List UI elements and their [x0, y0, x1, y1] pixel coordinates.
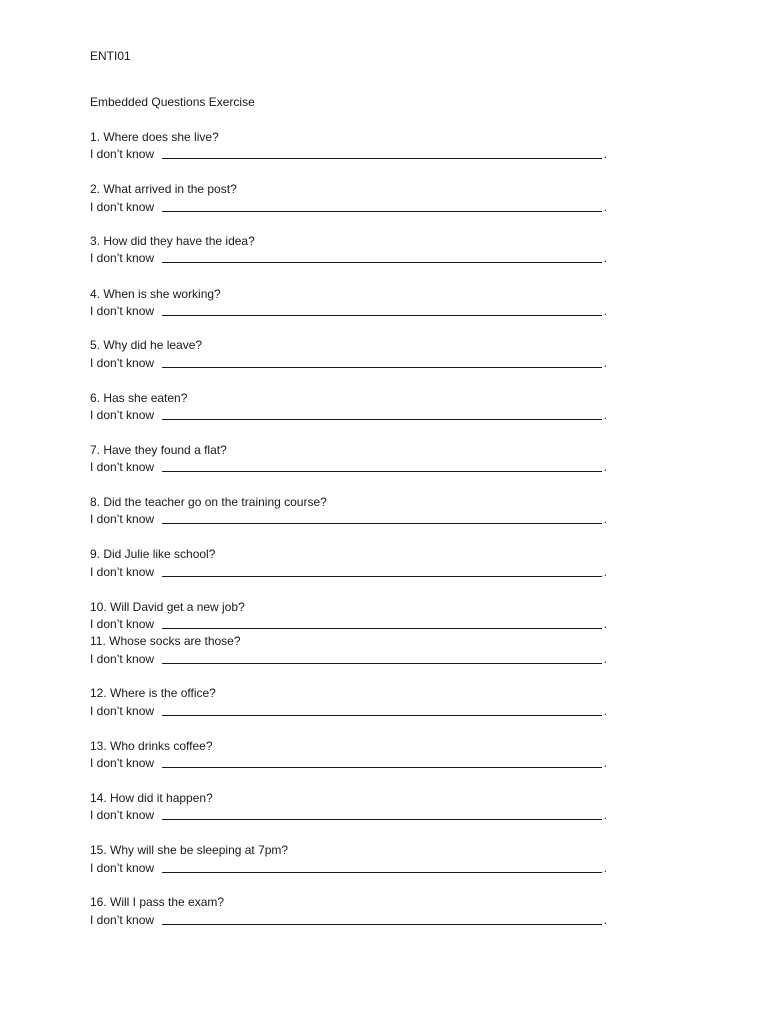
answer-blank[interactable]	[162, 315, 602, 316]
answer-row	[90, 251, 610, 265]
answer-row	[90, 460, 610, 474]
answer-prefix: I don’t know	[90, 565, 155, 579]
answer-blank[interactable]	[162, 471, 602, 472]
answer-prefix: I don’t know	[90, 147, 155, 161]
question-text: 11. Whose socks are those?	[90, 634, 241, 648]
answer-row	[90, 512, 610, 526]
answer-period: .	[603, 913, 607, 927]
answer-prefix: I don’t know	[90, 356, 155, 370]
answer-row	[90, 652, 610, 666]
answer-period: .	[603, 460, 607, 474]
answer-blank[interactable]	[162, 158, 602, 159]
question-text: 8. Did the teacher go on the training course?	[90, 495, 327, 509]
question-text: 12. Where is the office?	[90, 686, 216, 700]
answer-blank[interactable]	[162, 819, 602, 820]
question-text: 2. What arrived in the post?	[90, 182, 237, 196]
answer-period: .	[603, 704, 607, 718]
question-text: 3. How did they have the idea?	[90, 234, 255, 248]
question-text: 6. Has she eaten?	[90, 391, 188, 405]
question-text: 9. Did Julie like school?	[90, 547, 216, 561]
page-title: Embedded Questions Exercise	[90, 95, 255, 109]
answer-blank[interactable]	[162, 419, 602, 420]
answer-row	[90, 565, 610, 579]
answer-row	[90, 304, 610, 318]
answer-row	[90, 147, 610, 161]
answer-prefix: I don’t know	[90, 808, 155, 822]
answer-row	[90, 200, 610, 214]
answer-prefix: I don’t know	[90, 304, 155, 318]
answer-blank[interactable]	[162, 262, 602, 263]
answer-period: .	[603, 512, 607, 526]
answer-period: .	[603, 861, 607, 875]
answer-blank[interactable]	[162, 715, 602, 716]
answer-period: .	[603, 356, 607, 370]
answer-blank[interactable]	[162, 924, 602, 925]
answer-blank[interactable]	[162, 872, 602, 873]
answer-prefix: I don’t know	[90, 617, 155, 631]
answer-row	[90, 408, 610, 422]
answer-row	[90, 756, 610, 770]
answer-period: .	[603, 251, 607, 265]
answer-prefix: I don’t know	[90, 652, 155, 666]
answer-prefix: I don’t know	[90, 408, 155, 422]
answer-blank[interactable]	[162, 628, 602, 629]
answer-blank[interactable]	[162, 523, 602, 524]
answer-row	[90, 356, 610, 370]
answer-blank[interactable]	[162, 767, 602, 768]
answer-period: .	[603, 408, 607, 422]
answer-row	[90, 861, 610, 875]
answer-blank[interactable]	[162, 367, 602, 368]
question-text: 14. How did it happen?	[90, 791, 213, 805]
answer-period: .	[603, 147, 607, 161]
answer-period: .	[603, 200, 607, 214]
answer-blank[interactable]	[162, 576, 602, 577]
answer-row	[90, 704, 610, 718]
answer-prefix: I don’t know	[90, 512, 155, 526]
question-text: 15. Why will she be sleeping at 7pm?	[90, 843, 289, 857]
answer-prefix: I don’t know	[90, 861, 155, 875]
answer-prefix: I don’t know	[90, 913, 155, 927]
question-text: 5. Why did he leave?	[90, 338, 203, 352]
question-text: 7. Have they found a flat?	[90, 443, 227, 457]
answer-period: .	[603, 304, 607, 318]
answer-row	[90, 617, 610, 631]
question-text: 13. Who drinks coffee?	[90, 739, 213, 753]
answer-blank[interactable]	[162, 211, 602, 212]
answer-period: .	[603, 652, 607, 666]
answer-period: .	[603, 756, 607, 770]
answer-prefix: I don’t know	[90, 460, 155, 474]
course-code: ENTI01	[90, 49, 131, 63]
answer-row	[90, 808, 610, 822]
answer-blank[interactable]	[162, 663, 602, 664]
question-text: 4. When is she working?	[90, 287, 221, 301]
answer-period: .	[603, 808, 607, 822]
answer-prefix: I don’t know	[90, 704, 155, 718]
question-text: 10. Will David get a new job?	[90, 600, 245, 614]
question-text: 1. Where does she live?	[90, 130, 219, 144]
answer-prefix: I don’t know	[90, 756, 155, 770]
question-text: 16. Will I pass the exam?	[90, 895, 225, 909]
answer-row	[90, 913, 610, 927]
answer-prefix: I don’t know	[90, 200, 155, 214]
answer-period: .	[603, 617, 607, 631]
answer-prefix: I don’t know	[90, 251, 155, 265]
answer-period: .	[603, 565, 607, 579]
